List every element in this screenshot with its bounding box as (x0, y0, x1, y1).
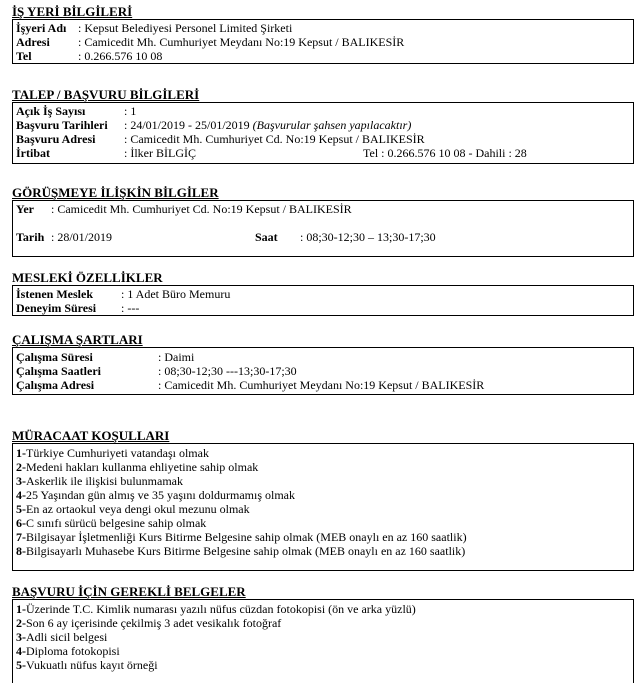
mesleki-row (13, 287, 633, 301)
section-title-gorusme: GÖRÜŞMEYE İLİŞKİN BİLGİLER (12, 185, 219, 200)
item-text: Adli sicil belgesi (26, 630, 108, 644)
gorusme-tarih-value: : 28/01/2019 (51, 230, 113, 244)
item-number: 5- (16, 502, 26, 516)
section-title-belgeler: BAŞVURU İÇİN GEREKLİ BELGELER (12, 584, 246, 599)
item-number: 8- (16, 544, 26, 558)
calisma-value: : Camicedit Mh. Cumhuriyet Meydanı No:19 Kepsut / BALIKESİR (158, 378, 485, 392)
gorusme-yer-label: Yer (16, 202, 34, 216)
section-title-calisma: ÇALIŞMA ŞARTLARI (12, 332, 143, 347)
item-number: 2- (16, 460, 26, 474)
item-number: 3- (16, 630, 26, 644)
talep-irtibat-label: İrtibat (16, 146, 50, 160)
talep-adres-label: Başvuru Adresi (16, 132, 96, 146)
list-item (13, 502, 633, 516)
talep-adres-value: : Camicedit Mh. Cumhuriyet Cd. No:19 Kepsut / BALIKESİR (124, 132, 425, 146)
section-gorusme (12, 185, 634, 257)
list-item (13, 460, 633, 474)
calisma-row (13, 378, 633, 392)
isyeri-row (13, 21, 633, 35)
talep-row (13, 132, 633, 146)
item-number: 6- (16, 516, 26, 530)
section-title-isyeri: İŞ YERİ BİLGİLERİ (12, 4, 133, 19)
calisma-value: : Daimi (158, 350, 195, 364)
talep-box (12, 102, 634, 164)
talep-row (13, 118, 633, 132)
mesleki-deneyim-label: Deneyim Süresi (16, 301, 97, 315)
calisma-label: Çalışma Saatleri (16, 364, 101, 378)
item-number: 1- (16, 602, 26, 616)
isyeri-label: İşyeri Adı (16, 21, 67, 35)
item-text: Askerlik ile ilişkisi bulunmamak (26, 474, 183, 488)
list-item (13, 516, 633, 530)
calisma-value: : 08;30-12;30 ---13;30-17;30 (158, 364, 297, 378)
item-text: Türkiye Cumhuriyeti vatandaşı olmak (26, 446, 209, 460)
item-number: 3- (16, 474, 26, 488)
list-item (13, 644, 633, 658)
list-item (13, 544, 633, 558)
list-item (13, 474, 633, 488)
item-number: 2- (16, 616, 26, 630)
talep-tarih-value: : 24/01/2019 - 25/01/2019 (124, 118, 253, 132)
item-text: Diploma fotokopisi (26, 644, 120, 658)
isyeri-value: : 0.266.576 10 08 (78, 49, 163, 63)
gorusme-yer-value: : Camicedit Mh. Cumhuriyet Cd. No:19 Kepsut / BALIKESİR (51, 202, 352, 216)
section-calisma (12, 332, 634, 395)
calisma-label: Çalışma Adresi (16, 378, 95, 392)
talep-tarih-label: Başvuru Tarihleri (16, 118, 108, 132)
item-number: 4- (16, 488, 26, 502)
item-text: Medeni hakları kullanma ehliyetine sahip olmak (26, 460, 259, 474)
talep-irtibat-tel: Tel : 0.266.576 10 08 - Dahili : 28 (363, 146, 527, 160)
isyeri-row (13, 35, 633, 49)
isyeri-value: : Camicedit Mh. Cumhuriyet Meydanı No:19 Kepsut / BALIKESİR (78, 35, 405, 49)
item-number: 4- (16, 644, 26, 658)
list-item (13, 658, 633, 672)
belgeler-box (12, 599, 634, 683)
list-item (13, 602, 633, 616)
list-item (13, 530, 633, 544)
section-isyeri (12, 4, 634, 64)
gorusme-saat-label: Saat (255, 230, 278, 244)
talep-acik-value: : 1 (124, 104, 137, 118)
calisma-row (13, 350, 633, 364)
gorusme-box (12, 200, 634, 257)
item-number: 1- (16, 446, 26, 460)
isyeri-label: Adresi (16, 35, 50, 49)
list-item (13, 616, 633, 630)
isyeri-box (12, 19, 634, 64)
talep-tarih-note: (Başvurular şahsen yapılacaktır) (252, 118, 412, 132)
mesleki-meslek-value: : 1 Adet Büro Memuru (121, 287, 231, 301)
gorusme-tarih-label: Tarih (16, 230, 45, 244)
list-item (13, 446, 633, 460)
item-text: C sınıfı sürücü belgesine sahip olmak (26, 516, 207, 530)
isyeri-label: Tel (16, 49, 32, 63)
mesleki-box (12, 285, 634, 316)
mesleki-deneyim-value: : --- (121, 301, 140, 315)
mesleki-meslek-label: İstenen Meslek (16, 287, 93, 301)
list-item (13, 630, 633, 644)
item-text: Son 6 ay içerisinde çekilmiş 3 adet vesikalık fotoğraf (26, 616, 282, 630)
item-text: Bilgisayar İşletmenliği Kurs Bitirme Belgesine sahip olmak (MEB onaylı en az 160 saatlik) (26, 530, 467, 544)
isyeri-value: : Kepsut Belediyesi Personel Limited Şirketi (78, 21, 293, 35)
item-text: Üzerinde T.C. Kimlik numarası yazılı nüfus cüzdan fotokopisi (ön ve arka yüzlü) (26, 602, 416, 616)
list-item (13, 488, 633, 502)
gorusme-row (13, 230, 633, 244)
item-number: 5- (16, 658, 26, 672)
talep-row (13, 146, 633, 160)
calisma-label: Çalışma Süresi (16, 350, 93, 364)
item-text: 25 Yaşından gün almış ve 35 yaşını doldurmamış olmak (26, 488, 295, 502)
item-text: Vukuatlı nüfus kayıt örneği (26, 658, 158, 672)
mesleki-row (13, 301, 633, 315)
section-muracaat (12, 428, 634, 571)
calisma-row (13, 364, 633, 378)
calisma-box (12, 347, 634, 395)
talep-acik-label: Açık İş Sayısı (16, 104, 86, 118)
muracaat-box (12, 443, 634, 571)
section-talep (12, 87, 634, 164)
section-title-muracaat: MÜRACAAT KOŞULLARI (12, 428, 170, 443)
talep-irtibat-value: : İlker BİLGİÇ (124, 146, 196, 160)
item-text: Bilgisayarlı Muhasebe Kurs Bitirme Belgesine sahip olmak (MEB onaylı en az 160 saatlik) (26, 544, 466, 558)
section-belgeler (12, 584, 634, 683)
section-mesleki (12, 270, 634, 316)
gorusme-row (13, 202, 633, 216)
item-number: 7- (16, 530, 26, 544)
talep-row (13, 104, 633, 118)
section-title-mesleki: MESLEKİ ÖZELLİKLER (12, 270, 163, 285)
section-title-talep: TALEP / BAŞVURU BİLGİLERİ (12, 87, 200, 102)
item-text: En az ortaokul veya dengi okul mezunu olmak (26, 502, 250, 516)
isyeri-row (13, 49, 633, 63)
gorusme-saat-value: : 08;30-12;30 – 13;30-17;30 (300, 230, 436, 244)
